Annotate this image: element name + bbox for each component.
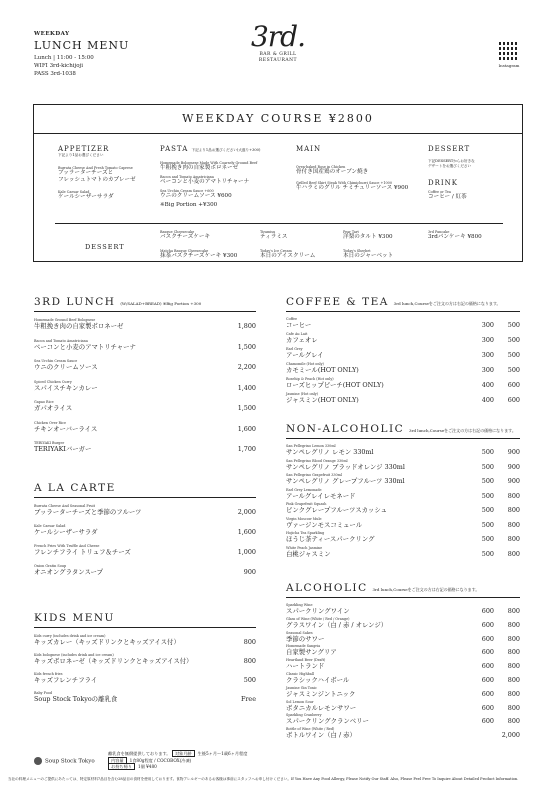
alc-section (286, 582, 520, 741)
section-title: 3RD LUNCH (W/SALAD+BREAD) ※Big Portion +300 (34, 296, 202, 308)
menu-en: Spiced Chicken Curry (34, 379, 72, 384)
menu-en: Homemade Ground Beef Bolognese (34, 318, 96, 322)
menu-en: TERIYAKI Burger (34, 441, 65, 445)
menu-price: 900 (507, 448, 520, 456)
menu-price: 1,600 (237, 424, 256, 433)
menu-en: Kids french fries (34, 672, 63, 676)
menu-en: Onion Gratin Soup (34, 564, 67, 568)
menu-en: Bacon and Tomato Amatriciana (160, 175, 214, 179)
menu-en: Jasmine Gin Tonic (286, 685, 317, 690)
menu-jp: カフェオレ (286, 336, 318, 344)
menu-jp: チキンオーバーライス (34, 424, 98, 433)
menu-jp: スパークリングクランベリー (286, 717, 369, 726)
menu-en: Baby Food (34, 691, 53, 695)
menu-row (286, 377, 520, 389)
menu-jp: ウニのクリームソース (34, 363, 98, 371)
menu-jp: キッズフレンチフライ (34, 676, 98, 684)
menu-price: 800 (507, 607, 520, 615)
menu-jp: ボタニカルレモンサワー (286, 703, 357, 712)
menu-en: Heartland Beer (Draft) (286, 658, 326, 663)
divider (34, 497, 256, 498)
menu-row (34, 400, 256, 412)
menu-row (34, 339, 256, 351)
menu-jp: サンペレグリノ グレープフルーツ 330ml (286, 477, 405, 485)
menu-row (286, 362, 520, 374)
kids-list (34, 634, 256, 703)
menu-row (286, 644, 520, 656)
menu-price: 600 (481, 717, 494, 726)
menu-en: Earl Grey Lemonade (286, 487, 322, 492)
menu-price: 2,200 (237, 363, 256, 371)
menu-row (286, 546, 520, 558)
menu-jp: スパークリングワイン (286, 607, 350, 615)
menu-jp: グラスワイン（白 / 赤 / オレンジ） (286, 620, 388, 629)
menu-jp: ガパオライス (34, 404, 73, 412)
allergy-note: 当社の料理メニューのご提供にあたっては、特定原材料7品目を含む28品目の食材を使用しております。食物アレルギーのあるお客様は事前にスタッフへお申し付けください。If You Have Any Food Allergy, Please Notify Our Staff. Also, Please Feel Free To Inquire About Detailed Product Information. (8, 777, 519, 781)
menu-en: Homemade Sangria (286, 644, 321, 649)
menu-en: Kids bolognese (includes drink and ice cream) (34, 653, 114, 657)
drink-head: DRINK (428, 179, 459, 187)
menu-price: 500 (481, 448, 494, 456)
menu-row (286, 603, 520, 615)
qr-caption: Instagram (498, 63, 520, 68)
kids-section (34, 612, 256, 710)
divider (286, 438, 520, 439)
menu-en: Coffee (286, 317, 298, 321)
divider (286, 597, 520, 598)
menu-row (34, 421, 256, 433)
menu-price: 800 (243, 638, 256, 646)
menu-row (286, 347, 520, 359)
menu-row (34, 564, 256, 576)
menu-price: 600 (481, 648, 494, 657)
menu-price: 1,800 (237, 322, 256, 330)
appetizer-head: APPETIZER (58, 145, 110, 153)
menu-price: 300 (481, 336, 494, 344)
menu-en: Chamomile (Hot only) (286, 362, 324, 366)
menu-en: White Peach Jasmine (286, 545, 323, 550)
menu-price: 600 (481, 689, 494, 698)
menu-price: 800 (507, 675, 520, 684)
menu-jp: クラシックハイボール (286, 675, 350, 684)
divider (34, 311, 256, 312)
menu-en: Classic Highball (286, 671, 314, 676)
menu-en: Jasmine (Hot only) (286, 392, 318, 396)
menu-price: 600 (481, 662, 494, 671)
menu-row (286, 502, 520, 514)
menu-jp: フレンチフライ トリュフ＆チーズ (34, 548, 131, 556)
section-title: ALCOHOLIC 3rd lunch,Courseをご注文の方は右記の価格になります。 (286, 582, 480, 594)
section-title: COFFEE & TEA 3rd lunch,Courseをご注文の方は右記の価格になります。 (286, 296, 501, 308)
menu-row (34, 691, 256, 703)
menu-jp: ヴァージンモスコミュール (286, 520, 363, 529)
menu-en: Burrata Cheese And Seasonal Fruit (34, 504, 96, 508)
menu-jp: キッズカレー（キッズドリンクとキッズアイス付） (34, 638, 180, 646)
menu-en: Burrata Cheese And Fresh Tomato Caprese (58, 166, 133, 170)
menu-price: 600 (481, 675, 494, 684)
menu-price: 500 (507, 351, 520, 359)
menu-row (34, 504, 256, 516)
menu-jp: 季節のサワー (286, 634, 325, 643)
menu-price: 600 (481, 634, 494, 643)
menu-jp: ベーコンと小麦のアマトリチャーナ (160, 179, 250, 185)
menu-price: 2,000 (237, 508, 256, 516)
menu-price: 600 (507, 396, 520, 404)
menu-jp: ブッラーターチーズと (58, 170, 114, 176)
menu-row (286, 713, 520, 725)
course-title: WEEKDAY COURSE ¥2800 (33, 104, 523, 134)
menu-en: San Pellegrino Grapefruit 330ml (286, 473, 342, 477)
menu-price: 600 (481, 620, 494, 629)
menu-row (34, 634, 256, 646)
menu-en: San Pellegrino Lemon 330ml (286, 444, 336, 448)
dessert-drink-block (428, 145, 518, 201)
menu-price: 300 (481, 351, 494, 359)
menu-price: 800 (507, 648, 520, 657)
section-title: A LA CARTE (34, 482, 116, 494)
menu-en: Bacon and Tomato Amatriciana (34, 338, 88, 343)
menu-row (286, 444, 520, 456)
menu-jp: ジャスミンジントニック (286, 689, 356, 698)
soup-stock-logo: Soup Stock Tokyo (34, 757, 95, 765)
logo-sub: BAR & GRILL (259, 52, 297, 57)
baby-food-notes: 離乳食を無償提供しております。 対象月齢 生後5ヶ月〜1歳6ヶ月程度 内容量 1食80g程度 / COCOBOX(冷凍) お持ち帰り 1個 ¥480 (108, 751, 248, 769)
menu-jp: ハートランド (286, 662, 325, 671)
menu-en: Gapao Rice (34, 400, 54, 404)
menu-price: 500 (481, 462, 494, 471)
menu-en: Bottle of Wine (White / Red) (286, 727, 335, 732)
menu-price: 500 (507, 336, 520, 344)
header-info (34, 30, 129, 78)
menu-price: 1,500 (237, 342, 256, 351)
menu-jp: アールグレイレモネード (286, 491, 356, 500)
menu-jp: ピンクグレープフルーツスカッシュ (286, 506, 387, 514)
menu-price: 800 (243, 657, 256, 665)
dessert-item: Today's Sherbet 本日のジャーベット (343, 249, 394, 259)
menu-jp: コーヒー / 紅茶 (428, 194, 467, 200)
menu-jp: ウニのクリームソース ¥600 (160, 193, 232, 199)
menu-price: 500 (481, 520, 494, 529)
section-title: NON-ALCOHOLIC 3rd lunch,Courseをご注文の方は右記の価格になります。 (286, 423, 516, 435)
menu-price: 900 (507, 462, 520, 471)
menu-en: Sparkling Cranberry (286, 713, 322, 718)
menu-price: 800 (507, 634, 520, 643)
menu-en: Pink Grapefruit Squash (286, 502, 327, 506)
menu-en: Kale Caesar Salad (58, 190, 90, 194)
menu-row (286, 672, 520, 684)
menu-price: 1,500 (237, 404, 256, 412)
menu-row (286, 631, 520, 643)
appetizer-sub: 下記より1品お選びください (58, 153, 104, 157)
menu-price: 1,600 (237, 528, 256, 536)
menu-en: Sparkling Wine (286, 603, 313, 607)
menu-jp: サンペレグリノ レモン 330ml (286, 448, 374, 456)
menu-jp: 骨付き国産鶏のオーブン焼き (296, 169, 369, 175)
weekday-label: WEEKDAY (34, 31, 70, 37)
menu-en: Kale Caesar Salad (34, 524, 66, 528)
menu-jp: ブッラーターチーズと季節のフルーツ (34, 508, 142, 516)
menu-price: 900 (243, 568, 256, 576)
menu-row (286, 488, 520, 500)
menu-price: 800 (507, 535, 520, 543)
dessert-sub2: デザートをお選びください (428, 164, 472, 168)
menu-price: 300 (481, 321, 494, 329)
menu-jp: オニオングラタンスープ (34, 568, 104, 576)
menu-jp: ほうじ茶ティースパークリング (286, 535, 375, 543)
menu-price: 800 (507, 662, 520, 671)
menu-price: 500 (481, 535, 494, 543)
menu-price: 600 (481, 703, 494, 712)
coffee-section (286, 296, 520, 407)
page-title: LUNCH MENU (34, 39, 130, 52)
menu-row (34, 672, 256, 684)
menu-jp: 自家製サングリア (286, 648, 337, 657)
menu-row (286, 700, 520, 712)
menu-price: 500 (481, 549, 494, 558)
menu-en: Sol Lemon Sour (286, 699, 314, 704)
menu-jp: ローズヒップピーチ(HOT ONLY) (286, 381, 384, 389)
dessert-item: Matcha Basque Cheesecake 抹茶バスクチーズケーキ ¥300 (160, 249, 238, 259)
menu-price: 800 (507, 506, 520, 514)
menu-row (34, 441, 256, 453)
menu-row (34, 380, 256, 392)
alc-list (286, 603, 520, 739)
menu-jp: 牛ハラミのグリル チミチュリーソース ¥900 (296, 185, 409, 191)
logo (240, 22, 316, 64)
divider (34, 627, 256, 628)
menu-row (286, 392, 520, 404)
menu-price: 1,400 (237, 383, 256, 392)
menu-price: 300 (481, 366, 494, 374)
dessert-head-top: DESSERT (428, 145, 471, 153)
menu-jp: ジャスミン(HOT ONLY) (286, 396, 359, 404)
menu-jp: キッズボロネーゼ（キッズドリンクとキッズアイス付） (34, 657, 193, 665)
menu-row (286, 473, 520, 485)
menu-row (286, 332, 520, 344)
menu-row (286, 531, 520, 543)
qr-overlay (499, 40, 519, 60)
menu-row (286, 727, 520, 739)
menu-price: 1,000 (237, 548, 256, 556)
menu-jp: ケールシーザーサラダ (58, 194, 114, 200)
menu-price: 500 (243, 676, 256, 684)
wifi-name: WIFI 3rd-kichijoji (34, 63, 84, 69)
menu-row (286, 617, 520, 629)
menu-price: 400 (481, 396, 494, 404)
menu-jp: 牛粗挽き肉の自家製ボロネーゼ (160, 165, 239, 171)
menu-row (34, 359, 256, 371)
menu-jp: TERIYAKIバーガー (34, 445, 92, 453)
menu-row (34, 544, 256, 556)
menu-en: Grilled Beef Skirt Steak With Chimichurri Sauce +1000 (296, 181, 392, 185)
menu-price: 600 (507, 381, 520, 389)
menu-en: French Fries With Truffle And Cheese (34, 544, 100, 548)
divider (286, 311, 520, 312)
menu-jp: ケールシーザーサラダ (34, 528, 98, 536)
menu-en: Homemade Bolognese Made With Coarsely Ground Beef (160, 161, 258, 165)
section-title: KIDS MENU (34, 612, 115, 624)
menu-jp: アールグレイ (286, 351, 324, 359)
menu-price: 800 (507, 620, 520, 629)
menu-price: 800 (507, 689, 520, 698)
lunch-list (34, 318, 256, 453)
menu-jp: ボトルワイン（白 / 赤） (286, 731, 356, 740)
appetizer-block (58, 145, 158, 201)
logo-sub2: RESTAURANT (258, 58, 298, 63)
menu-price: 500 (481, 506, 494, 514)
menu-row (286, 459, 520, 471)
menu-en: Sea Urchin Cream Sauce +600 (160, 189, 214, 193)
menu-en: Sea Urchin Cream Sauce (34, 359, 78, 363)
divider (55, 223, 503, 224)
menu-price: 500 (481, 477, 494, 485)
dessert-item: Basque Cheesecake バスクチーズケーキ (160, 230, 211, 240)
menu-row (286, 658, 520, 670)
menu-jp: 白桃ジャスミン (286, 549, 331, 558)
soup-stock-icon (34, 757, 42, 765)
menu-row (286, 317, 520, 329)
menu-en: Cafe Au Lait (286, 332, 308, 336)
menu-jp: 牛粗挽き肉の自家製ボロネーゼ (34, 322, 124, 330)
menu-price: 500 (481, 491, 494, 500)
menu-price: 800 (507, 520, 520, 529)
menu-jp: カモミール(HOT ONLY) (286, 366, 359, 374)
menu-price: 800 (507, 491, 520, 500)
menu-row (286, 686, 520, 698)
menu-en: San Pellegrino Blood Orange 330ml (286, 458, 348, 463)
coffee-list (286, 317, 520, 404)
menu-jp: Soup Stock Tokyoの離乳食 (34, 695, 118, 703)
nonalc-list (286, 444, 520, 558)
menu-en: Oven-baked Rose in Chicken (296, 165, 346, 169)
menu-en: Kids curry (includes drink and ice cream) (34, 634, 106, 638)
menu-price: 800 (507, 717, 520, 726)
main-head: MAIN (296, 145, 322, 153)
menu-en: Hojicha Tea Sparkling (286, 531, 325, 535)
menu-price: 1,700 (237, 445, 256, 453)
wifi-pass: PASS 3rd-1038 (34, 71, 76, 77)
menu-price: 500 (507, 366, 520, 374)
pasta-note: ※Big Portion +¥300 (160, 202, 218, 208)
pasta-head: PASTA 下記より1品お選びください(大盛り+300) (160, 145, 261, 153)
menu-price: 900 (507, 477, 520, 485)
menu-en: Rosehip & Peach (Hot only) (286, 377, 334, 381)
menu-row (34, 524, 256, 536)
menu-jp: コーヒー (286, 321, 312, 329)
menu-en: Earl Grey (286, 347, 303, 351)
nonalc-section (286, 423, 520, 560)
dessert-item: Pear Tart 洋梨のタルト ¥300 (343, 230, 393, 240)
dessert-item: Tiramisu ティラミス (260, 230, 288, 240)
menu-price: 400 (481, 381, 494, 389)
menu-en: Virgin Moscow Mule (286, 516, 322, 521)
pasta-block (160, 145, 270, 209)
menu-price: 800 (507, 549, 520, 558)
main-block (296, 145, 416, 192)
lunch-section (34, 296, 256, 462)
dessert-item: Today's Ice Cream 本日のアイスクリーム (260, 249, 316, 259)
dessert-item: 3rd Pancake 3rdパンケーキ ¥800 (428, 230, 482, 240)
carte-list (34, 504, 256, 576)
menu-en: Seasonal Sakes (286, 630, 313, 635)
menu-en: Chicken Over Rice (34, 420, 67, 425)
menu-price: 600 (481, 607, 494, 615)
logo-mark: 3rd. (250, 20, 306, 53)
lunch-hours: Lunch | 11:00 - 15:00 (34, 55, 94, 61)
menu-row (286, 517, 520, 529)
menu-en: Glass of Wine (White / Red / Orange) (286, 616, 350, 621)
menu-row (34, 318, 256, 330)
menu-jp: サンペレグリノ ブラッドオレンジ 330ml (286, 462, 405, 471)
dessert-sub: 下記DESSERTからお好きな (428, 159, 475, 163)
menu-price: 500 (507, 321, 520, 329)
menu-row (34, 653, 256, 665)
menu-en: Coffee or Tea (428, 190, 451, 194)
menu-jp: ベーコンと小麦のアマトリチャーナ (34, 342, 136, 351)
menu-price: Free (240, 695, 256, 703)
menu-jp: フレッシュトマトのカプレーゼ (58, 177, 136, 183)
menu-price: 800 (507, 703, 520, 712)
carte-section (34, 482, 256, 584)
menu-jp: スパイスチキンカレー (34, 383, 98, 392)
menu-price: 2,000 (501, 731, 520, 740)
dessert-head: DESSERT (85, 243, 125, 251)
